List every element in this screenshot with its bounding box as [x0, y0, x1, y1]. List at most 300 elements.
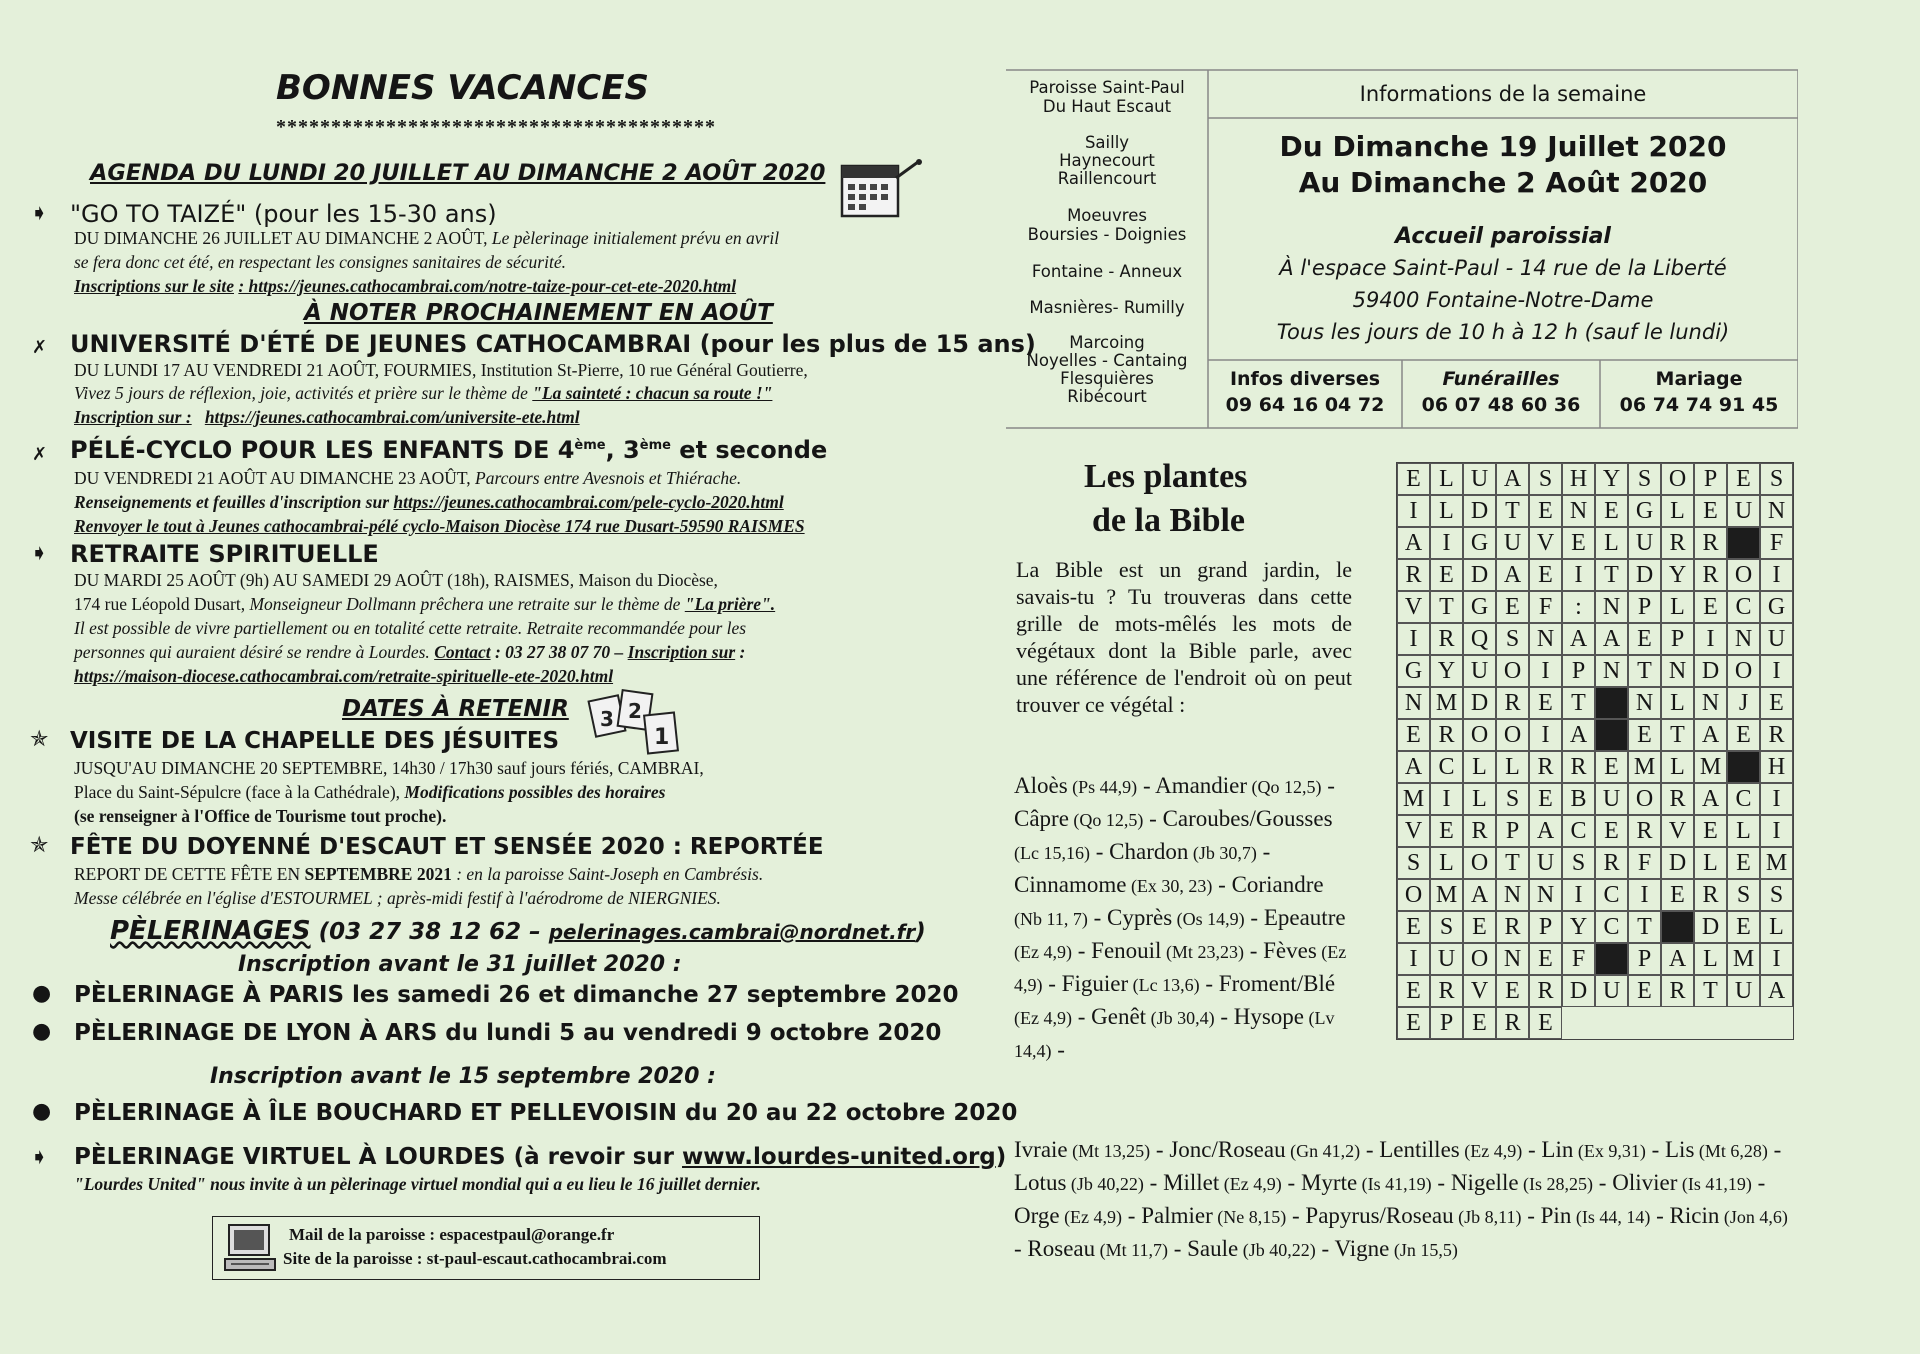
grid-cell: R: [1595, 847, 1628, 879]
grid-cell: R: [1562, 751, 1595, 783]
grid-cell: A: [1694, 783, 1727, 815]
contact-box: [212, 1216, 760, 1280]
contact-funerailles-label: Funérailles: [1442, 368, 1560, 390]
grid-cell: O: [1496, 655, 1529, 687]
computer-icon: [223, 1223, 279, 1278]
fete-line1: REPORT DE CETTE FÊTE EN SEPTEMBRE 2021 : en la paroisse Saint-Joseph en Cambrésis.: [74, 864, 764, 884]
grid-cell: F: [1628, 847, 1661, 879]
grid-cell: E: [1661, 879, 1694, 911]
plant-reference: (Mt 23,23): [1161, 942, 1244, 962]
grid-cell: E: [1496, 591, 1529, 623]
plant-reference: (Ez 4,9): [1219, 1174, 1282, 1194]
grid-cell: E: [1727, 719, 1760, 751]
grid-cell: F: [1760, 527, 1793, 559]
grid-cell: M: [1430, 879, 1463, 911]
bullet-dot-icon: ●: [32, 1019, 52, 1044]
grid-cell: M: [1628, 751, 1661, 783]
plant-entry: [1379, 1137, 1522, 1162]
plant-name: Vigne: [1334, 1236, 1390, 1261]
grid-cell: L: [1661, 591, 1694, 623]
grid-cell: P: [1628, 943, 1661, 975]
grid-cell: Y: [1595, 463, 1628, 495]
grid-cell: P: [1496, 815, 1529, 847]
plant-entry: [1665, 1137, 1768, 1162]
plant-name: Jonc/Roseau: [1169, 1137, 1286, 1162]
grid-cell: P: [1628, 591, 1661, 623]
grid-cell: E: [1397, 463, 1430, 495]
plant-name: Saule: [1187, 1236, 1239, 1261]
plants-title-2: de la Bible: [1092, 502, 1246, 539]
grid-cell: E: [1463, 1007, 1496, 1039]
plant-reference: (Ne 8,15): [1212, 1207, 1287, 1227]
plant-reference: (Mt 13,25): [1067, 1141, 1151, 1161]
grid-cell: E: [1760, 687, 1793, 719]
grid-cell: U: [1529, 847, 1562, 879]
grid-cell: :: [1562, 591, 1595, 623]
grid-cell: I: [1397, 943, 1430, 975]
plant-reference: (Ex 30, 23): [1126, 876, 1213, 896]
retraite-line3: Il est possible de vivre partiellement ou en totalité cette retraite. Retraite recommandée pour les: [74, 618, 747, 638]
peler-lyon: PÈLERINAGE DE LYON À ARS du lundi 5 au vendredi 9 octobre 2020: [74, 1020, 942, 1046]
svg-text:3: 3: [600, 707, 614, 731]
plant-name: Pin: [1540, 1203, 1572, 1228]
grid-cell: I: [1529, 655, 1562, 687]
plant-reference: (Lv 14,4): [1014, 1008, 1335, 1061]
info-box: [1006, 68, 1798, 430]
grid-cell: L: [1430, 847, 1463, 879]
visite-line3: (se renseigner à l'Office de Tourisme tout proche).: [74, 806, 447, 826]
grid-cell: O: [1496, 719, 1529, 751]
plant-name: Hysope: [1233, 1004, 1305, 1029]
grid-cell: L: [1463, 751, 1496, 783]
grid-cell: O: [1727, 655, 1760, 687]
grid-cell: E: [1496, 975, 1529, 1007]
grid-cell: T: [1430, 591, 1463, 623]
grid-cell: N: [1628, 687, 1661, 719]
grid-cell: I: [1430, 783, 1463, 815]
grid-cell: S: [1397, 847, 1430, 879]
grid-cell: R: [1430, 719, 1463, 751]
villages-1: Paroisse Saint-Paul Du Haut Escaut: [1029, 78, 1185, 116]
plant-entry: [1301, 1170, 1432, 1195]
taize-line1: DU DIMANCHE 26 JUILLET AU DIMANCHE 2 AOÛT, Le pèlerinage initialement prévu en avril: [74, 228, 780, 248]
grid-cell: U: [1496, 527, 1529, 559]
grid-cell: E: [1694, 495, 1727, 527]
grid-cell: U: [1760, 623, 1793, 655]
plant-name: Papyrus/Roseau: [1305, 1203, 1454, 1228]
site-line[interactable]: Site de la paroisse : st-paul-escaut.cathocambrai.com: [283, 1249, 667, 1268]
grid-cell: G: [1760, 591, 1793, 623]
grid-cell: L: [1760, 911, 1793, 943]
cyclo-info[interactable]: Renseignements et feuilles d'inscription sur https://jeunes.cathocambrai.com/pele-cyclo-2020.html: [74, 492, 784, 512]
main-title: BONNES VACANCES: [276, 68, 649, 108]
stars-divider: ****************************************: [276, 116, 716, 138]
plant-reference: (Jb 40,22): [1066, 1174, 1144, 1194]
grid-cell: R: [1397, 559, 1430, 591]
plant-entry: [1612, 1170, 1752, 1195]
plant-reference: (Mt 6,28): [1694, 1141, 1768, 1161]
grid-cell: U: [1727, 495, 1760, 527]
grid-cell: S: [1760, 879, 1793, 911]
grid-cell: S: [1562, 847, 1595, 879]
grid-cell: N: [1727, 623, 1760, 655]
plant-reference: (Lc 15,16): [1014, 843, 1090, 863]
grid-cell: S: [1760, 463, 1793, 495]
plant-entry: [1014, 806, 1143, 831]
plant-entry: [1141, 1203, 1286, 1228]
univ-inscription[interactable]: Inscription sur : https://jeunes.cathocambrai.com/universite-ete.html: [74, 407, 580, 427]
word-search-grid: [1396, 462, 1794, 1040]
plants-list-bottom: Ivraie (Mt 13,25) - Jonc/Roseau (Gn 41,2) - Lentilles (Ez 4,9) - Lin (Ex 9,31) - Lis (Mt 6,28) - Lotus (Jb 40,22) - Millet (Ez 4,9) - Myrte (Is 41,19) - Nigelle (Is 28,25) - Olivier (Is 41,19) - Orge (Ez 4,9) - Palmier (Ne 8,15) - Papyrus/Roseau (Jb 8,11) - Pin (Is 44, 14) - Ricin (Jon 4,6) - Roseau (Mt 11,7) - Saule (Jb 40,22) - Vigne (Jn 15,5): [1014, 1137, 1788, 1261]
contact-mariage-label: Mariage: [1655, 368, 1743, 390]
grid-cell: N: [1760, 495, 1793, 527]
plant-entry: [1541, 1203, 1651, 1228]
grid-cell: P: [1562, 655, 1595, 687]
cross-icon: ✗: [32, 337, 48, 358]
grid-cell: M: [1727, 943, 1760, 975]
grid-cell: D: [1463, 495, 1496, 527]
grid-cell: J: [1727, 687, 1760, 719]
plants-intro: La Bible est un grand jardin, le savais-tu ? Tu trouveras dans cette grille de mots-mêlés les mots de végétaux dont la Bible parle, avec une référence de l'endroit où on peut trouver ce végétal :: [1016, 557, 1352, 717]
grid-cell: E: [1595, 815, 1628, 847]
grid-cell: E: [1628, 719, 1661, 751]
grid-cell: I: [1628, 879, 1661, 911]
grid-cell: L: [1430, 463, 1463, 495]
cyclo-title: PÉLÉ-CYCLO POUR LES ENFANTS DE 4ème, 3ème et seconde: [70, 436, 828, 464]
grid-cell: M: [1430, 687, 1463, 719]
grid-cell: L: [1661, 751, 1694, 783]
grid-cell: O: [1397, 879, 1430, 911]
grid-cell: R: [1496, 911, 1529, 943]
villages-2: Sailly Haynecourt Raillencourt: [1057, 133, 1157, 188]
grid-cell: P: [1661, 623, 1694, 655]
grid-cell: E: [1727, 911, 1760, 943]
plant-name: Nigelle: [1450, 1170, 1519, 1195]
plant-name: Myrte: [1300, 1170, 1358, 1195]
grid-cell: A: [1595, 623, 1628, 655]
grid-cell: I: [1694, 623, 1727, 655]
star-icon: ✯: [30, 833, 49, 858]
grid-cell: E: [1529, 783, 1562, 815]
contact-infos-label: Infos diverses: [1229, 368, 1381, 390]
contact-funerailles-phone: 06 07 48 60 36: [1421, 394, 1581, 416]
grid-cell: E: [1529, 1007, 1562, 1039]
grid-cell: R: [1496, 687, 1529, 719]
grid-cell: D: [1661, 847, 1694, 879]
retraite-line2: 174 rue Léopold Dusart, Monseigneur Dollmann prêchera une retraite sur le thème de "La prière".: [74, 594, 776, 614]
grid-cell: R: [1628, 815, 1661, 847]
grid-cell: V: [1397, 815, 1430, 847]
grid-cell: Y: [1430, 655, 1463, 687]
lourdes-link[interactable]: www.lourdes-united.org: [682, 1144, 996, 1170]
grid-cell: I: [1760, 815, 1793, 847]
grid-cell: L: [1694, 943, 1727, 975]
plant-name: Aloès: [1014, 773, 1068, 798]
grid-cell: C: [1430, 751, 1463, 783]
date-from: Du Dimanche 19 Juillet 2020: [1279, 130, 1727, 163]
grid-cell: V: [1661, 815, 1694, 847]
plant-reference: (Lc 13,6): [1128, 975, 1200, 995]
grid-cell: E: [1595, 751, 1628, 783]
grid-cell: N: [1694, 687, 1727, 719]
plant-name: Froment/Blé: [1218, 971, 1336, 996]
grid-cell: T: [1628, 655, 1661, 687]
plant-name: Millet: [1163, 1170, 1220, 1195]
plant-entry: [1014, 1170, 1144, 1195]
calendar-icon: [838, 158, 924, 227]
grid-cell: R: [1694, 559, 1727, 591]
grid-cell: E: [1595, 495, 1628, 527]
grid-cell: U: [1463, 463, 1496, 495]
grid-cell: N: [1397, 687, 1430, 719]
plants-title-1: Les plantes: [1084, 458, 1248, 495]
grid-cell: P: [1430, 1007, 1463, 1039]
grid-cell: A: [1463, 879, 1496, 911]
grid-cell: T: [1595, 559, 1628, 591]
contact-mariage-phone: 06 74 74 91 45: [1619, 394, 1779, 416]
grid-cell: A: [1760, 975, 1793, 1007]
grid-black-cell: [1661, 911, 1694, 943]
grid-cell: A: [1496, 559, 1529, 591]
taize-inscription[interactable]: Inscriptions sur le site : https://jeunes.cathocambrai.com/notre-taize-pour-cet-ete-2020.html: [74, 276, 737, 296]
svg-text:2: 2: [628, 699, 642, 723]
plant-name: Cyprès: [1107, 905, 1173, 930]
plant-entry: [1670, 1203, 1788, 1228]
grid-cell: E: [1562, 527, 1595, 559]
grid-cell: N: [1595, 655, 1628, 687]
grid-cell: I: [1562, 879, 1595, 911]
grid-cell: U: [1430, 943, 1463, 975]
grid-cell: N: [1529, 879, 1562, 911]
plant-reference: (Qo 12,5): [1247, 777, 1322, 797]
plant-entry: [1014, 773, 1137, 798]
plant-name: Palmier: [1141, 1203, 1213, 1228]
grid-cell: I: [1760, 943, 1793, 975]
grid-cell: E: [1529, 559, 1562, 591]
plant-name: Amandier: [1155, 773, 1248, 798]
plant-name: Lotus: [1014, 1170, 1067, 1195]
grid-cell: N: [1529, 623, 1562, 655]
plant-entry: [1187, 1236, 1316, 1261]
cyclo-dates: DU VENDREDI 21 AOÛT AU DIMANCHE 23 AOÛT, Parcours entre Avesnois et Thiérache.: [74, 468, 742, 488]
grid-cell: T: [1661, 719, 1694, 751]
plant-entry: [1014, 1137, 1150, 1162]
grid-cell: N: [1496, 879, 1529, 911]
info-header: Informations de la semaine: [1359, 82, 1647, 106]
plant-entry: [1014, 1203, 1122, 1228]
plant-name: Lin: [1541, 1137, 1574, 1162]
plant-name: Cinnamome: [1014, 872, 1127, 897]
plant-name: Ivraie: [1014, 1137, 1068, 1162]
plant-entry: [1091, 1004, 1214, 1029]
plant-reference: (Ez 4,9): [1459, 1141, 1523, 1161]
retraite-line4: personnes qui auraient désiré se rendre à Lourdes. Contact : 03 27 38 07 70 – Inscription sur :: [74, 642, 746, 662]
plants-list-left: Aloès (Ps 44,9) - Amandier (Qo 12,5) - Câpre (Qo 12,5) - Caroubes/Gousses (Lc 15,16) - Chardon (Jb 30,7) - Cinnamome (Ex 30, 23) - Coriandre (Nb 11, 7) - Cyprès (Os 14,9) - Epeautre (Ez 4,9) - Fenouil (Mt 23,23) - Fèves (Ez 4,9) - Figuier (Lc 13,6) - Froment/Blé (Ez 4,9) - Genêt (Jb 30,4) - Hysope (Lv 14,4) -: [1014, 773, 1347, 1062]
retraite-title: RETRAITE SPIRITUELLE: [70, 540, 379, 568]
grid-cell: A: [1562, 623, 1595, 655]
villages-6: Marcoing Noyelles - Cantaing Flesquières Ribécourt: [1026, 333, 1188, 406]
peler-paris: PÈLERINAGE À PARIS les samedi 26 et dimanche 27 septembre 2020: [74, 982, 959, 1008]
grid-cell: G: [1463, 527, 1496, 559]
peler-inscr1: Inscription avant le 31 juillet 2020 :: [238, 952, 682, 977]
plant-reference: (Jb 30,4): [1146, 1008, 1215, 1028]
grid-cell: V: [1463, 975, 1496, 1007]
grid-cell: L: [1661, 495, 1694, 527]
plant-reference: (Jn 15,5): [1389, 1240, 1458, 1260]
grid-cell: L: [1463, 783, 1496, 815]
grid-cell: U: [1463, 655, 1496, 687]
plant-entry: [1335, 1236, 1458, 1261]
fete-line2: Messe célébrée en l'église d'ESTOURMEL ; après-midi festif à l'aérodrome de NIERGNIES.: [74, 888, 721, 908]
grid-cell: R: [1694, 527, 1727, 559]
plant-entry: [1014, 872, 1212, 897]
grid-cell: T: [1496, 847, 1529, 879]
grid-cell: L: [1496, 751, 1529, 783]
grid-cell: A: [1694, 719, 1727, 751]
visite-title: VISITE DE LA CHAPELLE DES JÉSUITES: [70, 728, 560, 754]
grid-cell: I: [1562, 559, 1595, 591]
grid-cell: P: [1694, 463, 1727, 495]
plant-name: Caroubes/Gousses: [1162, 806, 1333, 831]
grid-cell: E: [1694, 815, 1727, 847]
plant-reference: (Mt 11,7): [1095, 1240, 1168, 1260]
grid-cell: R: [1463, 815, 1496, 847]
grid-cell: D: [1463, 687, 1496, 719]
grid-cell: F: [1562, 943, 1595, 975]
contact-infos-phone: 09 64 16 04 72: [1225, 394, 1385, 416]
grid-cell: S: [1628, 463, 1661, 495]
grid-cell: I: [1397, 623, 1430, 655]
grid-cell: R: [1529, 751, 1562, 783]
plant-reference: (Is 44, 14): [1571, 1207, 1651, 1227]
bullet-dot-icon: ●: [32, 1099, 52, 1124]
grid-cell: A: [1529, 815, 1562, 847]
grid-cell: U: [1595, 783, 1628, 815]
accueil-addr1: À l'espace Saint-Paul - 14 rue de la Liberté: [1279, 256, 1727, 280]
grid-cell: C: [1595, 879, 1628, 911]
left-column: [30, 60, 1036, 1300]
plant-reference: (Jb 40,22): [1238, 1240, 1316, 1260]
dates-cards-icon: [586, 688, 686, 763]
grid-cell: E: [1397, 719, 1430, 751]
grid-cell: E: [1397, 911, 1430, 943]
grid-cell: Y: [1661, 559, 1694, 591]
taize-title: "GO TO TAIZÉ" (pour les 15-30 ans): [70, 200, 497, 228]
diamond-arrow-icon: ➧: [30, 1145, 49, 1170]
grid-cell: U: [1727, 975, 1760, 1007]
grid-black-cell: [1595, 719, 1628, 751]
grid-cell: C: [1727, 783, 1760, 815]
grid-cell: V: [1397, 591, 1430, 623]
grid-cell: N: [1562, 495, 1595, 527]
grid-cell: N: [1595, 591, 1628, 623]
plant-name: Lentilles: [1379, 1137, 1460, 1162]
grid-cell: M: [1760, 847, 1793, 879]
grid-cell: E: [1727, 847, 1760, 879]
grid-cell: R: [1661, 783, 1694, 815]
grid-cell: N: [1661, 655, 1694, 687]
grid-cell: E: [1694, 591, 1727, 623]
grid-cell: O: [1463, 847, 1496, 879]
plant-reference: (Jb 8,11): [1453, 1207, 1522, 1227]
plant-reference: (Ez 4,9): [1014, 1008, 1072, 1028]
grid-cell: R: [1661, 527, 1694, 559]
grid-cell: V: [1529, 527, 1562, 559]
univ-desc: Vivez 5 jours de réflexion, joie, activités et prière sur le thème de "La sainteté : chacun sa route !": [74, 383, 773, 403]
plant-reference: (Qo 12,5): [1068, 810, 1144, 830]
cyclo-return: Renvoyer le tout à Jeunes cathocambrai-pélé cyclo-Maison Diocèse 174 rue Dusart-59590 RAISMES: [74, 516, 805, 536]
univ-title: UNIVERSITÉ D'ÉTÉ DE JEUNES CATHOCAMBRAI (pour les plus de 15 ans): [70, 330, 1036, 358]
grid-cell: L: [1727, 815, 1760, 847]
grid-cell: A: [1661, 943, 1694, 975]
grid-cell: O: [1661, 463, 1694, 495]
plant-reference: (Is 41,19): [1677, 1174, 1752, 1194]
grid-cell: E: [1628, 623, 1661, 655]
plant-reference: (Is 41,19): [1357, 1174, 1432, 1194]
grid-cell: S: [1496, 623, 1529, 655]
plant-entry: [1062, 971, 1200, 996]
plant-entry: [1163, 1170, 1282, 1195]
mail-line[interactable]: Mail de la paroisse : espacestpaul@orange.fr: [289, 1225, 615, 1244]
grid-cell: T: [1496, 495, 1529, 527]
grid-cell: I: [1760, 655, 1793, 687]
grid-cell: S: [1496, 783, 1529, 815]
plant-entry: [1155, 773, 1321, 798]
grid-cell: L: [1694, 847, 1727, 879]
grid-cell: E: [1463, 911, 1496, 943]
plant-reference: (Ez 4,9): [1059, 1207, 1123, 1227]
plant-name: Figuier: [1061, 971, 1129, 996]
grid-cell: P: [1529, 911, 1562, 943]
peler-heading: PÈLERINAGES (03 27 38 12 62 – pelerinages.cambrai@nordnet.fr): [110, 916, 926, 946]
grid-cell: U: [1595, 975, 1628, 1007]
plant-name: Coriandre: [1231, 872, 1324, 897]
plant-entry: [1027, 1236, 1168, 1261]
plant-name: Genêt: [1091, 1004, 1147, 1029]
villages-3: Moeuvres Boursies - Doignies: [1027, 206, 1187, 244]
plant-entry: [1541, 1137, 1645, 1162]
grid-cell: N: [1496, 943, 1529, 975]
plant-reference: (Nb 11, 7): [1014, 909, 1088, 929]
diamond-arrow-icon: ➧: [30, 541, 49, 566]
grid-cell: L: [1595, 527, 1628, 559]
grid-cell: E: [1628, 975, 1661, 1007]
grid-cell: Q: [1463, 623, 1496, 655]
grid-cell: S: [1529, 463, 1562, 495]
grid-cell: T: [1694, 975, 1727, 1007]
grid-cell: G: [1463, 591, 1496, 623]
plant-name: Fèves: [1263, 938, 1317, 963]
grid-cell: E: [1397, 1007, 1430, 1039]
grid-cell: H: [1562, 463, 1595, 495]
grid-black-cell: [1727, 527, 1760, 559]
grid-cell: I: [1529, 719, 1562, 751]
grid-cell: A: [1562, 719, 1595, 751]
grid-black-cell: [1727, 751, 1760, 783]
grid-cell: B: [1562, 783, 1595, 815]
grid-cell: H: [1760, 751, 1793, 783]
peler-lourdes-desc: "Lourdes United" nous invite à un pèlerinage virtuel mondial qui a eu lieu le 16 juillet dernier.: [74, 1174, 761, 1194]
plant-name: Fenouil: [1091, 938, 1162, 963]
grid-cell: E: [1529, 495, 1562, 527]
grid-cell: I: [1430, 527, 1463, 559]
plant-entry: [1451, 1170, 1593, 1195]
grid-cell: R: [1694, 879, 1727, 911]
plant-entry: [1091, 938, 1244, 963]
retraite-url[interactable]: https://maison-diocese.cathocambrai.com/retraite-spirituelle-ete-2020.html: [74, 666, 614, 686]
plant-reference: (Ps 44,9): [1067, 777, 1138, 797]
grid-cell: E: [1727, 463, 1760, 495]
